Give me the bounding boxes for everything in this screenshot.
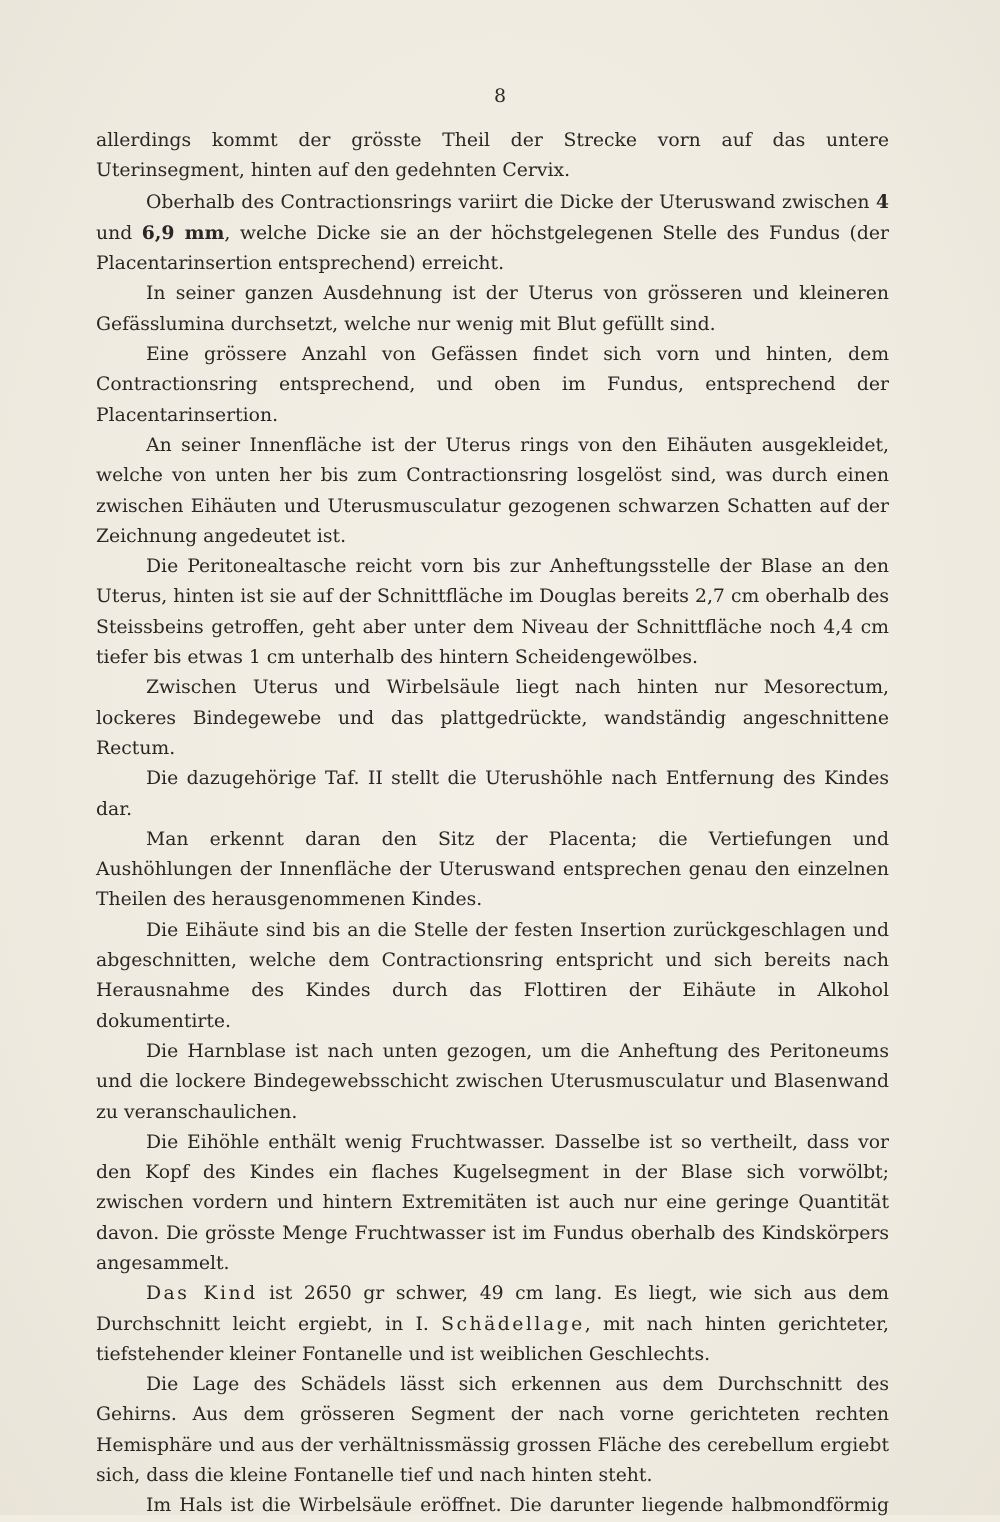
text-run: Die Peritonealtasche reicht vorn bis zur Anheftungsstelle der Blase an den Uterus, hinten ist sie auf der Schnittfläche im Douglas bereits 2,7 cm oberhalb des Steissbeins getroffen, geht aber unter dem Niveau der Schnittfläche noch 4,4 cm tiefer bis etwas 1 cm unterhalb des hintern Scheidengewölbes. [96, 556, 889, 669]
paragraph [96, 279, 889, 340]
paragraph [96, 126, 889, 187]
text-run: An seiner Innenfläche ist der Uterus rings von den Eihäuten ausgekleidet, welche von unten her bis zum Contractionsring losgelöst sind, was durch einen zwischen Eihäuten und Uterusmusculatur gezogenen schwarzen Schatten auf der Zeichnung angedeutet ist. [96, 434, 889, 547]
body-text [96, 126, 889, 1522]
paragraph [96, 673, 889, 764]
paragraph [96, 1370, 889, 1491]
page-number: 8 [493, 85, 507, 107]
paragraph [96, 916, 889, 1037]
text-run: Das Kind [146, 1283, 258, 1305]
text-run: Zwischen Uterus und Wirbelsäule liegt nach hinten nur Mesorectum, lockeres Bindegewebe und das plattgedrückte, wandständig angeschnittene Rectum. [96, 677, 889, 759]
text-run: In seiner ganzen Ausdehnung ist der Uterus von grösseren und kleineren Gefässlumina durchsetzt, welche nur wenig mit Blut gefüllt sind. [96, 283, 889, 335]
text-run: Die Harnblase ist nach unten gezogen, um die Anheftung des Peritoneums und die lockere Bindegewebsschicht zwischen Uterusmusculatur und Blasenwand zu veranschaulichen. [96, 1040, 889, 1123]
paragraph [96, 1279, 889, 1370]
paragraph [96, 1491, 889, 1521]
paragraph [96, 340, 889, 431]
paragraph [96, 764, 889, 825]
text-run: 6,9 mm [141, 221, 225, 244]
text-run: Im Hals ist die Wirbelsäule eröffnet. Die darunter liegende halbmondförmig [146, 1495, 889, 1517]
text-run: Schädellage [441, 1313, 585, 1335]
text-run: Oberhalb des Contractionsrings variirt die Dicke der Uteruswand zwischen [146, 191, 876, 213]
text-run: allerdings kommt der grösste Theil der Strecke vorn auf das untere Uterinsegment, hinten auf den gedehnten Cervix. [96, 130, 889, 182]
text-run: Die Eihäute sind bis an die Stelle der festen Insertion zurückgeschlagen und abgeschnitten, welche dem Contractionsring entspricht und sich bereits nach Herausnahme des Kindes durch das Flottiren der Eihäute in Alkohol dokumentirte. [96, 919, 889, 1032]
text-run: Eine grössere Anzahl von Gefässen findet sich vorn und hinten, dem Contractionsring entsprechend, und oben im Fundus, entsprechend der Placentarinsertion. [96, 344, 889, 426]
paragraph [96, 431, 889, 552]
text-run: 4 [875, 190, 889, 213]
text-run: Die dazugehörige Taf. II stellt die Uterushöhle nach Entfernung des Kindes dar. [96, 768, 889, 820]
text-run: ist 2650 gr schwer, 49 cm lang. Es liegt, wie sich aus dem Durchschnitt leicht ergiebt, in I. [96, 1283, 889, 1335]
paragraph [96, 1128, 889, 1279]
text-run: , mit nach hinten gerichteter, tiefstehender kleiner Fontanelle und ist weiblichen Geschlechts. [96, 1313, 889, 1365]
text-run: und [96, 222, 142, 244]
text-run: Die Eihöhle enthält wenig Fruchtwasser. Dasselbe ist so vertheilt, dass vor den Kopf des Kindes ein flaches Kugelsegment in der Blase sich vorwölbt; zwischen vordern und hintern Extremitäten ist auch nur eine geringe Quantität davon. Die grösste Menge Fruchtwasser ist im Fundus oberhalb des Kindskörpers angesammelt. [96, 1131, 889, 1274]
text-run: Man erkennt daran den Sitz der Placenta; die Vertiefungen und Aushöhlungen der Innenfläche der Uteruswand entsprechen genau den einzelnen Theilen des herausgenommenen Kindes. [96, 828, 889, 911]
paragraph [96, 552, 889, 673]
text-run: Die Lage des Schädels lässt sich erkennen aus dem Durchschnitt des Gehirns. Aus dem grösseren Segment der nach vorne gerichteten rechten Hemisphäre und aus der verhältnissmässig grossen Fläche des cerebellum ergiebt sich, dass die kleine Fontanelle tief und nach hinten steht. [96, 1374, 889, 1487]
paragraph [96, 1037, 889, 1128]
paragraph [96, 825, 889, 916]
text-run: , welche Dicke sie an der höchstgelegenen Stelle des Fundus (der Placentarinsertion entsprechend) erreicht. [96, 222, 889, 275]
paragraph [96, 187, 889, 280]
